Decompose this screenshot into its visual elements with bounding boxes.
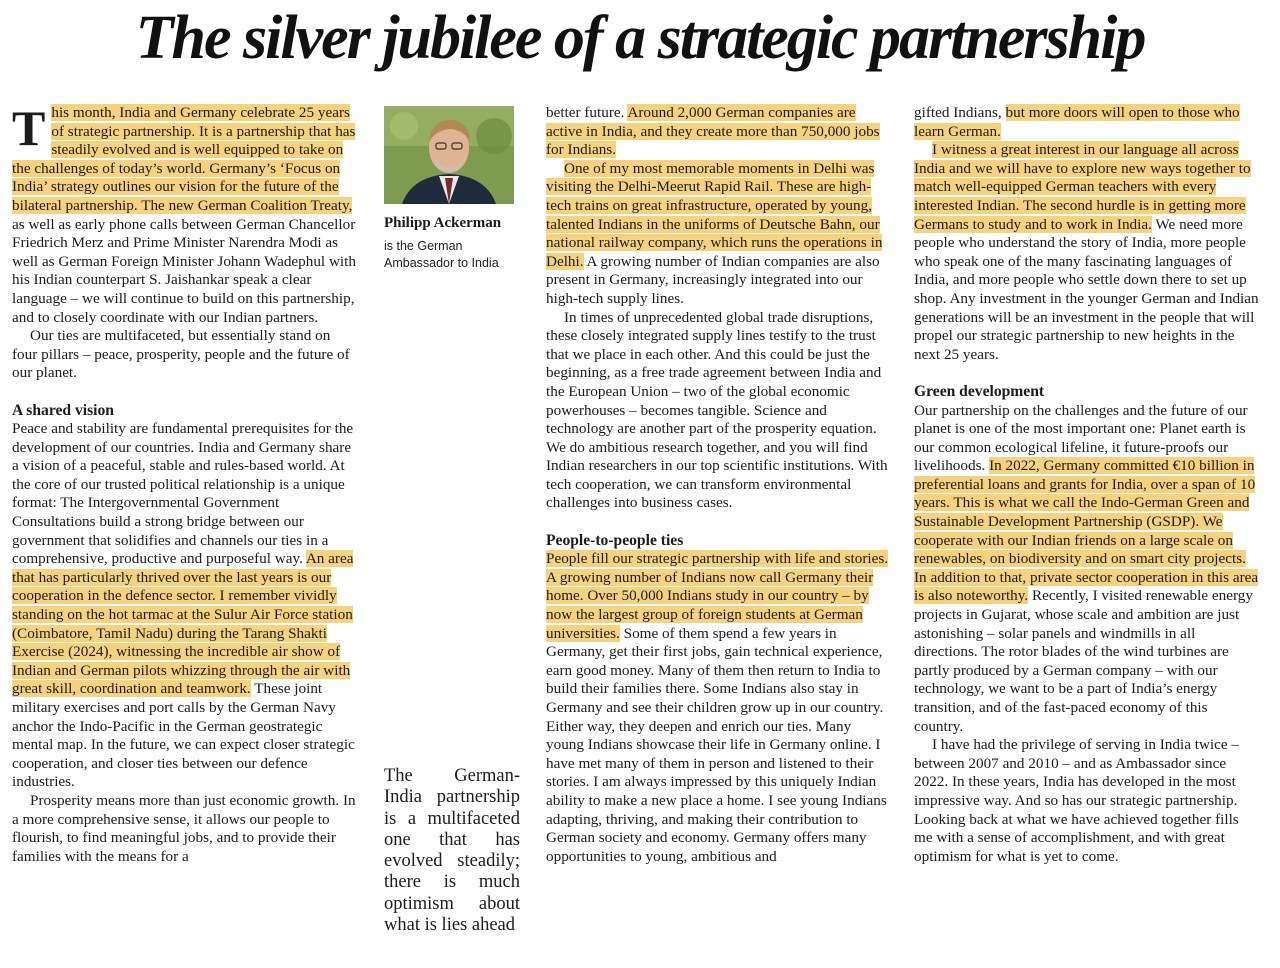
highlighted-text: I witness a great interest in our language all across India and we will have to explore new ways together to match well-equipped German teachers with every interested Indian. The second hurdle is in getting more Germans to study and to work in India. (914, 141, 1251, 233)
body-text: We need more people who understand the story of India, more people who speak one of the many fascinating languages of India, and more people who settle down there to set up shop. Any investment in the younger German and Indian generations will be an investment in the people that will propel our strategic partnership to new heights in the next 25 years. (914, 215, 1259, 363)
green-paragraph (914, 402, 1260, 737)
trade-paragraph: In times of unprecedented global trade disruptions, these closely integrated supply lines testify to the trust that we place in each other. And this could be just the beginning, as a free trade agreement between India and the European Union – two of the global economic powerhouses – becomes tangible. Science and technology are another part of the prosperity equation. We do ambitious research together, and you will find Indian researchers in our top scientific institutions. With tech cooperation, we can transform environmental challenges into business cases. (546, 308, 888, 512)
article-column-3 (546, 104, 892, 866)
pillars-paragraph: Our ties are multifaceted, but essentially stand on four pillars – peace, prosperity, people and the future of our planet. (12, 327, 350, 382)
drop-cap: T (12, 100, 46, 156)
body-text: These joint military exercises and port calls by the German Navy anchor the Indo-Pacific in the German geostrategic mental map. In the future, we can expect closer strategic cooperation, and closer ties between our defence industries. (12, 680, 355, 791)
highlighted-text: One of my most memorable moments in Delhi was visiting the Delhi-Meerut Rapid Rail. These are high-tech trains on great infrastructure, operated by young, talented Indians in the uniforms of Deutsche Bahn, our national railway company, which runs the operations in Delhi. (546, 159, 883, 270)
author-name: Philipp Ackerman (384, 215, 502, 231)
body-text: Some of them spend a few years in Germany, get their first jobs, gain technical experience, earn good money. Many of them then return to India to build their families there. Some Indians also stay in Germany and see their children grow up in our country. Either way, they deepen and enrich our ties. Many young Indians showcase their life in Germany online. I have met many of them in person and listened to their stories. I am always impressed by this uniquely Indian ability to make a new place a home. I see young Indians adapting, thriving, and making their contribution to German society and economy. Germany offers many opportunities to young, ambitious and (546, 624, 887, 865)
closing-paragraph: I have had the privilege of serving in India twice – between 2007 and 2010 – and as Ambassador since 2022. In these years, India has developed in the most impressive way. And so has our strategic partnership. Looking back at what we have achieved together fills me with a sense of accomplishment, and with great optimism for what is yet to come. (914, 736, 1240, 865)
highlighted-text: An area that has particularly thrived over the last years is our cooperation in the defence sector. I remember vividly standing on the hot tarmac at the Sulur Air Force station (Coimbatore, Tamil Nadu) during the Tarang Shakti Exercise (2024), witnessing the incredible air show of Indian and German pilots whizzing through the air with great skill, coordination and teamwork. (12, 550, 354, 698)
body-text: gifted Indians, (914, 104, 1006, 121)
body-text: A growing number of Indian companies are also present in Germany, increasingly integrated into our high-tech supply lines. (546, 252, 880, 307)
body-text: as well as early phone calls between German Chancellor Friedrich Merz and Prime Minister Narendra Modi as well as German Foreign Minister Johann Wadephul with his Indian counterpart S. Jaishankar speak a clear language – we will continue to build on this partnership, and to closely coordinate with our Indian partners. (12, 215, 356, 326)
intro-paragraph (12, 100, 356, 327)
highlighted-text: People fill our strategic partnership with life and stories. A growing number of Indians now call Germany their home. Over 50,000 Indians study in our country – by now the largest group of foreign students at German universities. (546, 550, 889, 642)
article-column-4 (914, 104, 1260, 866)
vision-paragraph (12, 420, 356, 792)
body-text: Peace and stability are fundamental prerequisites for the development of our countries. India and Germany share a vision of a peaceful, stable and rules-based world. At the core of our trusted political relationship is a unique format: The Intergovernmental Government Consultations build a strong bridge between our government that solidifies and channels our ties in a comprehensive, productive and purposeful way. (12, 420, 354, 568)
section-heading-people: People-to-people ties (546, 531, 684, 549)
section-heading-green: Green development (914, 382, 1045, 400)
language-paragraph (914, 104, 1260, 141)
article-column-1 (12, 100, 356, 866)
body-text: better future. (546, 104, 628, 121)
section-heading-shared-vision: A shared vision (12, 401, 114, 419)
interest-paragraph (914, 141, 1260, 364)
body-text: Recently, I visited renewable energy projects in Gujarat, whose scale and ambition are just astonishing – solar panels and windmills in all directions. The rotor blades of the wind turbines are partly produced by a German company – with our technology, we want to be a part of India’s energy transition, and of the fast-paced economy of this country. (914, 587, 1253, 735)
highlighted-text: In 2022, Germany committed €10 billion in preferential loans and grants for India, over a span of 10 years. This is what we call the Indo-German Green and Sustainable Development Partnership (GSDP). We cooperate with our Indian friends on a large scale on renewables, on biodiversity and on smart city projects. In addition to that, private sector cooperation in this area is also noteworthy. (914, 457, 1259, 605)
highlighted-text: his month, India and Germany celebrate 25 years of strategic partnership. It is a partnership that has steadily evolved and is well equipped to take on the challenges of today’s world. Germany’s ‘Focus on India’ strategy outlines our vision for the future of the bilateral partnership. The new German Coalition Treaty, (12, 104, 356, 214)
author-description: is the German Ambassador to India (384, 239, 499, 270)
headline: The silver jubilee of a strategic partnership (135, 4, 1145, 72)
highlighted-text: Around 2,000 German companies are active in India, and they create more than 750,000 jobs for Indians. (546, 104, 880, 159)
rail-paragraph (546, 160, 892, 309)
author-photo (384, 106, 514, 204)
body-text: Our partnership on the challenges and the future of our planet is one of the most important one: Planet earth is our common ecological lifeline, it future-proofs our livelihoods. (914, 401, 1248, 475)
people-paragraph (546, 550, 892, 866)
highlighted-text: but more doors will open to those who learn German. (914, 104, 1240, 140)
pull-quote: The German-India partnership is a multifaceted one that has evolved steadily; there is much optimism about what is lies ahead (384, 766, 520, 936)
author-column (384, 106, 522, 272)
author-portrait-icon (384, 106, 514, 204)
companies-paragraph (546, 104, 892, 160)
prosperity-paragraph: Prosperity means more than just economic growth. In a more comprehensive sense, it allows our people to flourish, to find meaningful jobs, and to provide their families with the means for a (12, 791, 356, 865)
